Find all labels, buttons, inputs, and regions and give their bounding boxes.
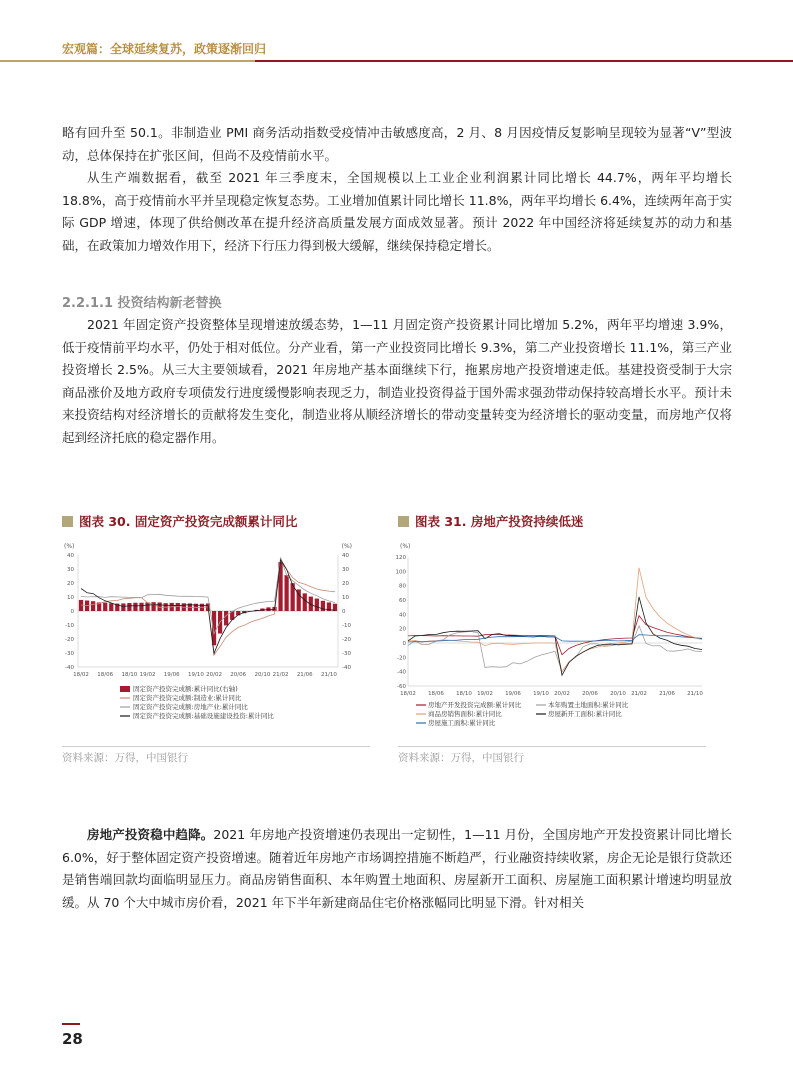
x-tick-label: 18/10 [456, 691, 472, 697]
x-tick-label: 18/02 [73, 672, 89, 678]
y-tick-label-right: -10 [342, 623, 351, 629]
y-axis-unit: (%) [400, 543, 411, 550]
figure-marker-icon [62, 516, 73, 527]
running-header: 宏观篇：全球延续复苏，政策逐渐回归 [62, 42, 267, 56]
y-tick-label-left: -40 [65, 665, 74, 671]
paragraph-lead: 房地产投资稳中趋降。 [87, 827, 214, 842]
page-number-bar [62, 1023, 80, 1025]
y-tick-label: 100 [395, 569, 406, 576]
figure-31-source: 资料来源：万得，中国银行 [398, 752, 524, 764]
legend-entry: 商品房销售面积:累计同比 [428, 710, 502, 718]
y-tick-label: 0 [402, 641, 406, 647]
y-tick-label-left: 20 [67, 581, 74, 587]
legend-swatch [120, 686, 130, 692]
page-number: 28 [62, 1030, 83, 1048]
bar [139, 603, 143, 611]
bar [127, 603, 131, 611]
y-tick-label-left: 30 [67, 567, 74, 573]
series-line [408, 568, 702, 672]
bar [103, 603, 107, 611]
y-tick-label: 60 [399, 598, 406, 604]
figure-marker-icon [398, 516, 409, 527]
y-axis-unit-right: (%) [341, 543, 352, 550]
x-tick-label: 21/10 [321, 672, 337, 678]
x-tick-label: 18/06 [428, 691, 444, 697]
x-tick-label: 20/06 [582, 691, 598, 697]
bar [266, 607, 270, 611]
x-tick-label: 20/06 [230, 672, 247, 678]
x-tick-label: 21/06 [659, 691, 675, 697]
section-title: 2.2.1.1 投资结构新老替换 [62, 296, 222, 311]
x-tick-label: 18/02 [400, 691, 416, 697]
y-tick-label-right: 20 [342, 581, 349, 587]
x-tick-label: 19/10 [533, 691, 549, 697]
paragraph-body: 2021 年房地产投资增速仍表现出一定韧性，1—11 月份，全国房地产开发投资累计同比增长 6.0%，好于整体固定资产投资增速。随着近年房地产市场调控措施不断趋严，行业融资持续收紧，房企无论是银行贷款还是销售端回款均面临明显压力。商品房销售面积、本年购置土地面积、房屋新开工面积、房屋施工面积累计增速均明显放缓。从 70 个大中城市房价看，2021 年下半年新建商品住宅价格涨幅同比明显下滑。针对相关 [62, 827, 732, 910]
y-tick-label-left: 0 [70, 609, 74, 615]
y-tick-label-left: -30 [65, 651, 74, 657]
bar [91, 601, 95, 611]
bar [133, 603, 137, 611]
x-tick-label: 19/06 [163, 672, 180, 678]
bar [145, 602, 149, 611]
y-tick-label-right: -40 [342, 665, 351, 671]
y-tick-label-left: 10 [67, 595, 74, 601]
bar [109, 603, 113, 611]
series-line [408, 616, 702, 655]
x-tick-label: 21/02 [631, 691, 647, 697]
legend-entry: 固定资产投资完成额:制造业:累计同比 [133, 694, 242, 702]
legend-entry: 固定资产投资完成额:累计同比(右轴) [133, 685, 238, 693]
chart-real-estate-investment [392, 537, 712, 737]
x-tick-label: 21/02 [272, 672, 289, 678]
y-tick-label: 40 [399, 612, 406, 619]
figure-31-title [398, 512, 583, 530]
legend-entry: 房屋新开工面积:累计同比 [548, 710, 622, 718]
y-tick-label: 80 [399, 583, 406, 590]
y-tick-label-left: -10 [65, 623, 74, 629]
y-tick-label-right: 40 [342, 553, 349, 559]
figure-31-rule [398, 746, 706, 747]
figure-30-title [62, 512, 297, 530]
x-tick-label: 19/02 [139, 672, 156, 678]
y-tick-label: 120 [395, 555, 406, 561]
legend-entry: 固定资产投资完成额:基础设施建设投资:累计同比 [133, 712, 274, 720]
y-tick-label: -40 [397, 669, 406, 676]
figure-31-title-text: 图表 31. 房地产投资持续低迷 [415, 514, 584, 529]
y-tick-label-right: -20 [342, 637, 351, 643]
x-tick-label: 19/10 [187, 672, 204, 678]
paragraph-real-estate [62, 824, 732, 914]
y-tick-label-right: 30 [342, 567, 349, 573]
bar [151, 602, 155, 611]
x-tick-label: 19/06 [505, 691, 521, 697]
bar [284, 575, 288, 611]
figure-30-title-text: 图表 30. 固定资产投资完成额累计同比 [79, 514, 298, 529]
figure-30-source: 资料来源：万得，中国银行 [62, 752, 188, 764]
legend-entry: 固定资产投资完成额:房地产业:累计同比 [133, 703, 248, 711]
x-tick-label: 21/10 [687, 691, 703, 697]
legend-entry: 房屋施工面积:累计同比 [428, 719, 496, 727]
header-rule-accent [0, 60, 255, 62]
bar [315, 599, 319, 611]
y-tick-label-right: -30 [342, 651, 351, 657]
x-tick-label: 21/06 [296, 672, 313, 678]
y-tick-label: -20 [397, 655, 406, 662]
x-tick-label: 18/10 [121, 672, 138, 678]
paragraph-production: 从生产端数据看，截至 2021 年三季度末，全国规模以上工业企业利润累计同比增长 44.7%，两年平均增长 18.8%，高于疫情前水平并呈现稳定恢复态势。工业增加值累计同比增长 11.8%，两年平均增长 6.4%，连续两年高于实际 GDP 增速，体现了供给侧改革在提升经济高质量发展方面成效显著。预计 2022 年中国经济将延续复苏的动力和基础，在政策加力增效作用下，经济下行压力得到极大缓解，继续保持稳定增长。 [62, 170, 732, 253]
series-line [408, 626, 702, 672]
bar [303, 593, 307, 611]
y-axis-unit-left: (%) [64, 543, 75, 550]
paragraph-investment: 2021 年固定资产投资整体呈现增速放缓态势，1—11 月固定资产投资累计同比增加 5.2%，两年平均增速 3.9%，低于疫情前平均水平，仍处于相对低位。分产业看，第一产业投资同比增长 9.3%，第二产业投资增长 11.1%，第三产业投资增长 2.5%。从三大主要领域看，2021 年房地产基本面继续下行，拖累房地产投资增速走低。基建投资受制于大宗商品涨价及地方政府专项债发行进度缓慢影响表现乏力，制造业投资得益于国外需求强劲带动保持较高增长水平。预计未来投资结构对经济增长的贡献将发生变化，制造业将从顺经济增长的带动变量转变为经济增长的驱动变量，而房地产仅将起到经济托底的稳定器作用。 [62, 317, 732, 445]
y-tick-label-left: 40 [67, 553, 74, 559]
y-tick-label-right: 10 [342, 595, 349, 601]
x-tick-label: 20/02 [554, 691, 570, 697]
x-tick-label: 20/10 [254, 672, 271, 678]
y-tick-label: -60 [397, 684, 406, 690]
y-tick-label-right: 0 [342, 609, 346, 615]
x-tick-label: 20/02 [206, 672, 222, 678]
legend-entry: 本年购置土地面积:累计同比 [548, 701, 629, 709]
legend-entry: 房地产开发投资完成额:累计同比 [428, 701, 522, 709]
x-tick-label: 20/10 [610, 691, 626, 697]
bar [224, 611, 228, 625]
y-tick-label-left: -20 [65, 637, 74, 643]
figure-30-rule [62, 746, 370, 747]
y-tick-label: 20 [399, 626, 406, 633]
bar [121, 603, 125, 611]
x-tick-label: 19/02 [477, 691, 493, 697]
chart-fixed-asset-investment [58, 537, 358, 762]
paragraph-pmi: 略有回升至 50.1。非制造业 PMI 商务活动指数受疫情冲击敏感度高，2 月、8 月因疫情反复影响呈现较为显著“V”型波动，总体保持在扩张区间，但尚不及疫情前水平。 [62, 125, 732, 163]
x-tick-label: 18/06 [97, 672, 114, 678]
